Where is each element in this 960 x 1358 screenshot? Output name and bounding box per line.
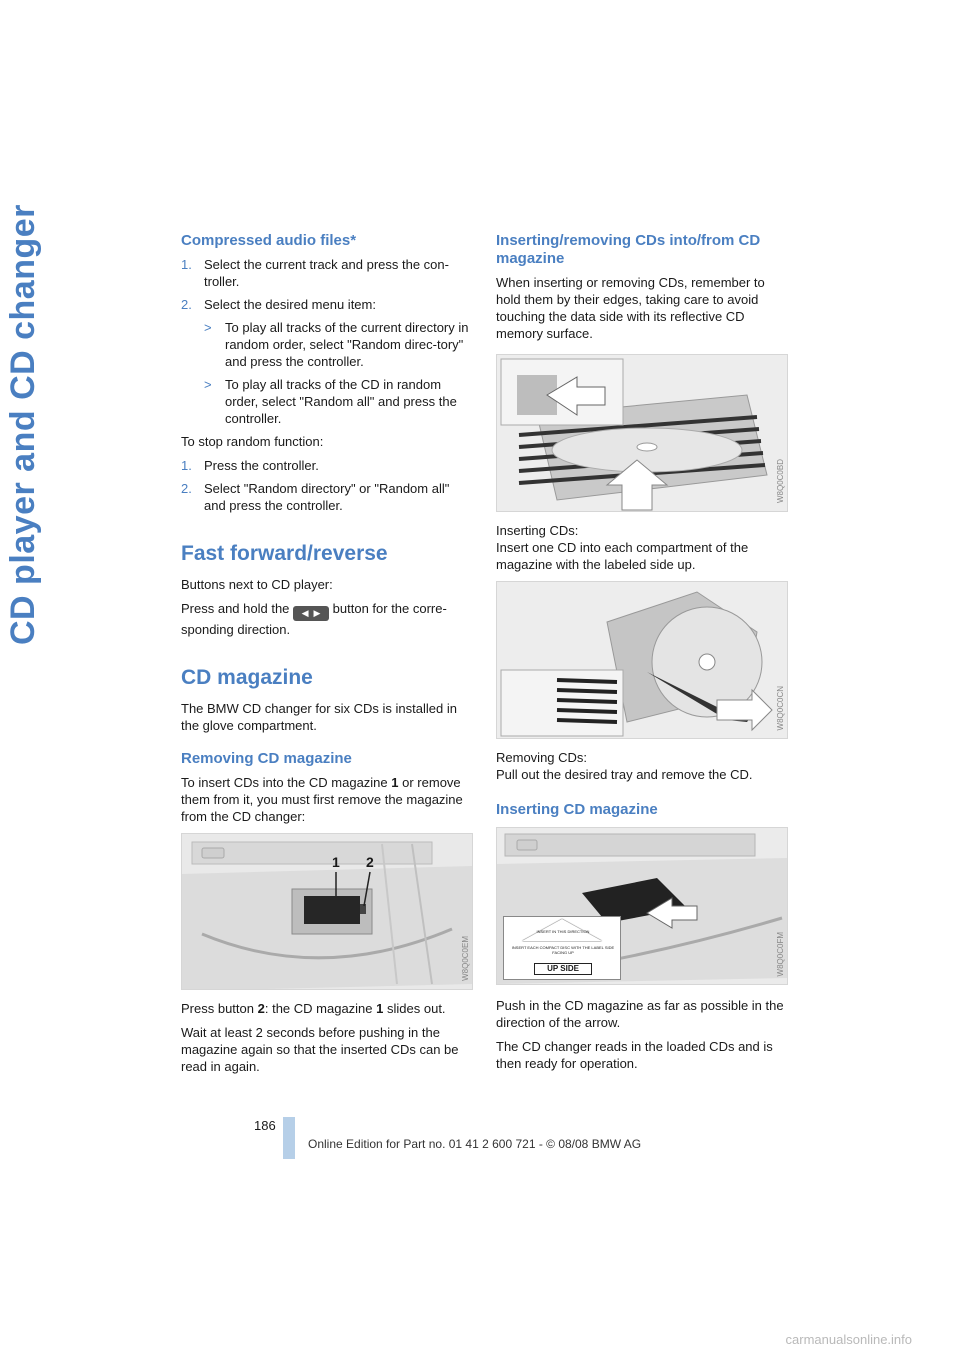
wait-paragraph: Wait at least 2 seconds before pushing in the magazine again so that the inserted CDs can be read in again. xyxy=(181,1025,459,1074)
bullet-text: To play all tracks of the current directory in random order, select "Random direc-tory" and press the controller. xyxy=(225,320,469,369)
press-text-a: Press button xyxy=(181,1001,254,1016)
insert-remove-heading: Inserting/removing CDs into/from CD magazine xyxy=(496,232,761,267)
removing-label: Removing CDs: xyxy=(496,750,588,765)
footer-accent-bar xyxy=(283,1117,295,1159)
step-item xyxy=(181,256,473,290)
figure-label-2: 2 xyxy=(366,854,374,870)
bullet-arrow: > xyxy=(204,377,212,392)
inserting-cds-illustration xyxy=(497,355,788,512)
press-num-2: 2 xyxy=(257,1001,265,1016)
intro-paragraph: When inserting or removing CDs, remember to hold them by their edges, taking care to avoid touching the data side with its reflective CD memory surface. xyxy=(496,275,765,341)
inserting-cds-figure xyxy=(496,354,788,512)
step-number: 2. xyxy=(181,481,192,496)
ff-text-a: Press and hold the xyxy=(181,601,290,616)
push-paragraph: Push in the CD magazine as far as possible in the direction of the arrow. xyxy=(496,998,784,1030)
bullet-item xyxy=(204,376,473,427)
inserting-magazine-figure xyxy=(496,827,788,985)
figure-label-1: 1 xyxy=(332,854,340,870)
right-column xyxy=(496,232,788,1079)
ff-text-b: button for the corre-sponding direction. xyxy=(181,601,447,637)
step-text: Select "Random directory" or "Random all" and press the controller. xyxy=(204,481,450,513)
insert-sticker xyxy=(503,916,621,980)
removing-cds-illustration xyxy=(497,582,788,739)
stop-random-text: To stop random function: xyxy=(181,434,324,449)
bullet-text: To play all tracks of the CD in random order, select "Random all" and press the controller. xyxy=(225,377,457,426)
figure-id: W8Q0C0BD xyxy=(776,458,785,503)
ff-heading: Fast forward/reverse xyxy=(181,542,388,565)
bullet-item xyxy=(204,319,473,370)
inserting-text: Insert one CD into each compartment of the magazine with the labeled side up. xyxy=(496,540,749,572)
step-item xyxy=(181,480,473,514)
press-num-1: 1 xyxy=(376,1001,384,1016)
figure-id: W8Q0C0EM xyxy=(461,936,470,981)
step-text: Select the desired menu item: xyxy=(204,297,376,312)
removing-magazine-paragraph xyxy=(181,774,473,825)
remove-num: 1 xyxy=(391,775,399,790)
inserting-label: Inserting CDs: xyxy=(496,523,579,538)
figure-id: W8Q0C0FM xyxy=(776,931,785,976)
footer-text: Online Edition for Part no. 01 41 2 600 721 - © 08/08 BMW AG xyxy=(308,1137,642,1151)
inserting-magazine-heading: Inserting CD magazine xyxy=(496,801,658,818)
side-tab-label: CD player and CD changer xyxy=(4,204,42,645)
seek-button-icon: ◀ ▶ xyxy=(293,606,329,621)
compressed-heading: Compressed audio files* xyxy=(181,232,357,249)
glove-box-figure xyxy=(181,833,473,990)
press-text-c: slides out. xyxy=(387,1001,446,1016)
sticker-text-2: INSERT EACH COMPACT DISC WITH THE LABEL SIDE FACING UP xyxy=(511,945,615,955)
bullet-list xyxy=(204,319,473,427)
removing-cds-figure xyxy=(496,581,788,739)
page-number: 186 xyxy=(254,1118,276,1133)
removing-text: Pull out the desired tray and remove the CD. xyxy=(496,767,753,782)
glove-box-illustration xyxy=(182,834,473,990)
remove-text-b: or remove them from it, you must first remove the magazine from the CD changer: xyxy=(181,775,463,824)
steps-list-1 xyxy=(181,256,473,427)
removing-magazine-heading: Removing CD magazine xyxy=(181,750,352,767)
left-column xyxy=(181,232,473,1082)
step-number: 1. xyxy=(181,458,192,473)
ff-paragraph-2 xyxy=(181,600,473,638)
figure-id: W8Q0C0CN xyxy=(776,685,785,730)
step-item xyxy=(181,296,473,427)
reads-paragraph: The CD changer reads in the loaded CDs and is then ready for operation. xyxy=(496,1039,773,1071)
step-number: 1. xyxy=(181,257,192,272)
steps-list-2 xyxy=(181,457,473,514)
remove-text-a: To insert CDs into the CD magazine xyxy=(181,775,388,790)
removing-paragraph xyxy=(496,749,788,783)
bullet-arrow: > xyxy=(204,320,212,335)
magazine-paragraph: The BMW CD changer for six CDs is installed in the glove compartment. xyxy=(181,701,457,733)
sticker-text-1: INSERT IN THIS DIRECTION xyxy=(536,929,590,934)
ff-paragraph-1: Buttons next to CD player: xyxy=(181,577,333,592)
watermark: carmanualsonline.info xyxy=(785,1332,912,1347)
magazine-heading: CD magazine xyxy=(181,666,313,689)
step-text: Press the controller. xyxy=(204,458,319,473)
press-text-b: : the CD magazine xyxy=(264,1001,373,1016)
inserting-paragraph xyxy=(496,522,788,573)
press-button-paragraph xyxy=(181,1000,473,1017)
step-item xyxy=(181,457,473,474)
step-number: 2. xyxy=(181,297,192,312)
sticker-text-3: UP SIDE xyxy=(534,963,592,975)
step-text: Select the current track and press the con-troller. xyxy=(204,257,449,289)
side-tab xyxy=(0,204,48,645)
